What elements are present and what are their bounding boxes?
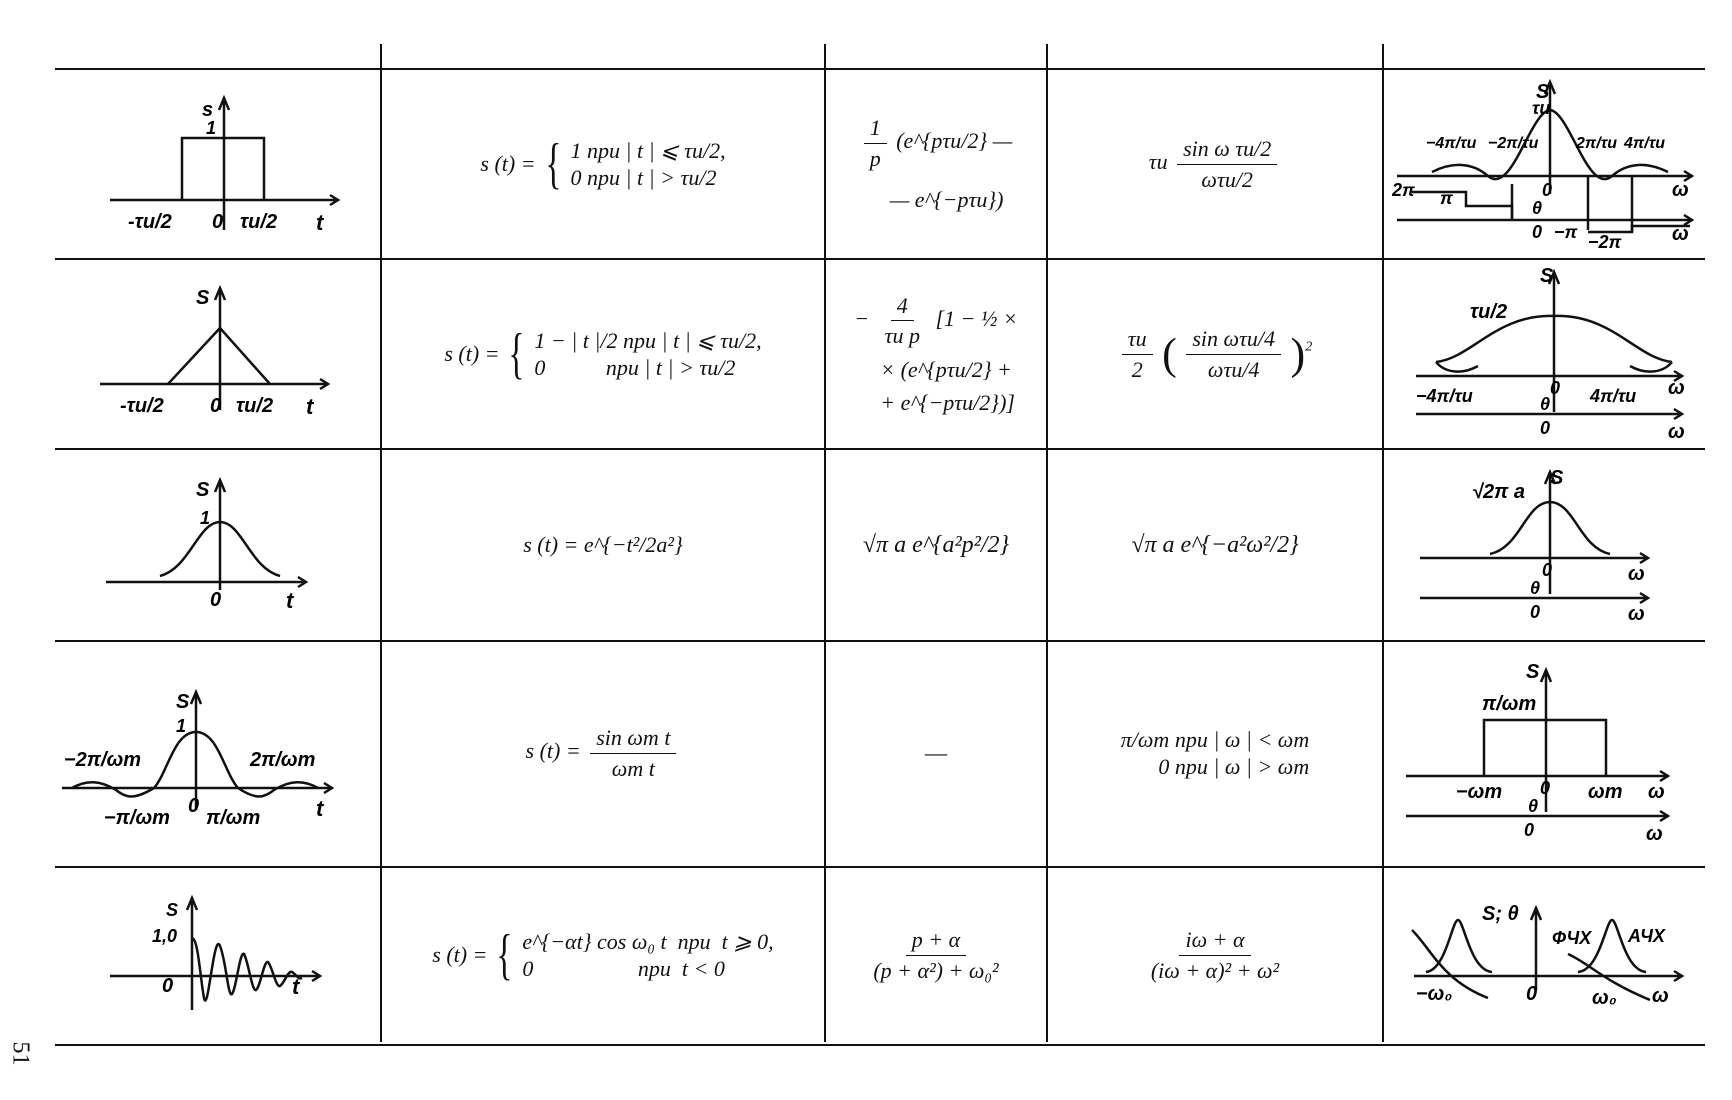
peak-label: π/ωm	[1482, 693, 1537, 715]
column-rule	[1382, 44, 1384, 1042]
laplace-5	[828, 868, 1044, 1042]
tick-label: 0	[1530, 602, 1541, 622]
formula-case: 0 при t < 0	[522, 956, 725, 981]
tick-label: ωm	[1588, 781, 1623, 803]
spectrum-gaussian	[1392, 454, 1702, 634]
tick-label: −2π/ωm	[64, 749, 142, 771]
axis-label-s: S	[1550, 467, 1564, 489]
frac-den: (p + α²) + ω₀²	[873, 957, 999, 983]
tick-label: 2π/ωm	[250, 749, 316, 771]
column-rule	[824, 44, 826, 1042]
tick-label: 0	[162, 975, 174, 997]
laplace-4	[828, 642, 1044, 864]
waveform-gaussian	[60, 460, 370, 630]
axis-label-omega: ω	[1668, 421, 1685, 442]
spectrum-triangle-pulse	[1392, 262, 1702, 442]
tick-label: ω₀	[1592, 987, 1617, 1009]
tick-label: 0	[1524, 820, 1535, 840]
axis-label-omega: ω	[1668, 377, 1685, 399]
paren: (	[1162, 329, 1177, 379]
frac-num: iω + α	[1179, 926, 1250, 956]
tick-label: 2π	[1392, 180, 1415, 200]
time-formula-3	[384, 450, 822, 640]
tick-label: 0	[1540, 418, 1551, 438]
formula-lhs: s (t) =	[525, 738, 581, 764]
axis-label-omega: ω	[1672, 223, 1689, 245]
fourier-1	[1050, 70, 1380, 258]
coef: τи	[1148, 149, 1168, 175]
waveform-damped-cosine	[80, 880, 370, 1040]
axis-label-theta: θ	[1528, 796, 1539, 816]
axis-label-s: S	[1526, 661, 1540, 683]
axis-label-omega: ω	[1672, 179, 1689, 201]
tick-label: −ω₀	[1416, 983, 1453, 1005]
frac-num: sin ωm t	[590, 724, 676, 754]
peak-label: τи/2	[1470, 301, 1508, 323]
axis-label-t: t	[286, 588, 294, 613]
laplace-2	[828, 260, 1044, 448]
fourier-5	[1050, 868, 1380, 1042]
tick-label: 0	[1542, 560, 1553, 580]
tick-label: −4π/τи	[1426, 135, 1477, 152]
time-formula-5	[384, 868, 822, 1042]
formula: —	[925, 740, 947, 766]
axis-label-s: S; θ	[1482, 903, 1519, 925]
amplitude-label: 1	[200, 508, 211, 528]
tick-label: 0	[1526, 983, 1538, 1005]
tick-label: 0	[1550, 378, 1561, 398]
formula-lhs: s (t) =	[432, 942, 488, 968]
tick-label: -τи/2	[120, 395, 164, 417]
column-rule	[1046, 44, 1048, 1042]
tick-label: −ωm	[1456, 781, 1503, 803]
formula-line: + e^{−pτи/2})]	[880, 390, 1015, 415]
axis-label-theta: θ	[1530, 578, 1541, 598]
axis-label-omega: ω	[1628, 563, 1645, 585]
spectrum-damped-cosine	[1392, 880, 1702, 1040]
spectrum-rect-pulse	[1392, 72, 1702, 252]
amplitude-label: 1	[176, 716, 187, 736]
axis-label-t: t	[306, 394, 314, 419]
frac-num: p + α	[906, 926, 966, 956]
page-number: 51	[7, 1041, 34, 1066]
tick-label: 0	[210, 589, 222, 611]
tick-label: τи/2	[240, 211, 278, 233]
time-formula-4	[384, 642, 822, 864]
formula-case: 1 − | t |/2 при | t | ⩽ τи/2,	[534, 327, 762, 353]
formula-case: 0 при | t | > τи/2	[570, 165, 717, 190]
frac-num: sin ωτи/4	[1186, 325, 1281, 355]
tick-label: π	[1440, 188, 1453, 208]
tick-label: τи/2	[236, 395, 274, 417]
frac-den: 2	[1131, 356, 1143, 382]
frac-den: ωτи/4	[1207, 356, 1260, 382]
axis-label-s: S	[196, 479, 210, 501]
tick-label: 0	[1540, 778, 1551, 798]
axis-label-s: S	[1536, 81, 1550, 103]
formula: √π a e^{−a²ω²/2}	[1131, 532, 1299, 558]
laplace-1	[828, 70, 1044, 258]
tick-label: −4π/τи	[1416, 386, 1473, 406]
formula-line: π/ωm при | ω | < ωm	[1120, 726, 1310, 752]
tick-label: −2π	[1588, 232, 1622, 252]
frac-den: (iω + α)² + ω²	[1150, 957, 1280, 983]
peak-label: τи	[1532, 98, 1551, 118]
axis-label-s: s	[202, 99, 214, 121]
axis-label-omega: ω	[1652, 985, 1669, 1007]
formula-line: (e^{pτи/2} —	[896, 128, 1013, 154]
amplitude-label: 1	[206, 118, 217, 138]
tick-label: 4π/τи	[1624, 135, 1666, 152]
axis-label-s: S	[176, 691, 190, 713]
laplace-3	[828, 450, 1044, 640]
tick-label: −2π/τи	[1488, 135, 1539, 152]
spectrum-sinc	[1392, 656, 1702, 856]
table-rule	[55, 1044, 1705, 1046]
tick-label: 2π/τи	[1576, 135, 1618, 152]
brace: {	[496, 924, 513, 986]
axis-label-s: S	[166, 900, 179, 920]
axis-label-t: t	[292, 974, 300, 999]
time-formula-1	[384, 70, 822, 258]
legend-label: ФЧХ	[1552, 928, 1592, 948]
axis-label-theta: θ	[1540, 394, 1551, 414]
axis-label-t: t	[316, 796, 324, 821]
frac-den: τи p	[884, 323, 920, 348]
formula-line: 0 при | ω | > ωm	[1158, 754, 1310, 779]
axis-label-s: S	[196, 287, 210, 309]
fourier-2	[1050, 260, 1380, 448]
waveform-triangle-pulse	[60, 270, 370, 440]
tick-label: −π/ωm	[104, 807, 170, 829]
frac-num: 4	[891, 292, 914, 322]
tick-label: -τи/2	[128, 211, 172, 233]
fourier-3	[1050, 450, 1380, 640]
paren: )	[1290, 329, 1306, 379]
tick-label: π/ωm	[206, 807, 261, 829]
amplitude-label: 1,0	[152, 926, 178, 946]
formula-line: × (e^{pτи/2} +	[880, 356, 1012, 382]
brace: {	[508, 323, 525, 385]
frac-den: p	[869, 145, 881, 171]
exponent: 2	[1305, 339, 1313, 355]
tick-label: −π	[1554, 222, 1578, 242]
peak-label: √2π a	[1472, 481, 1526, 503]
sign: −	[854, 305, 870, 331]
frac-den: ωm t	[611, 755, 655, 781]
formula-lhs: s (t) =	[480, 151, 536, 177]
tick-label: 0	[1542, 180, 1553, 200]
waveform-sinc	[60, 680, 370, 860]
fourier-4	[1050, 642, 1380, 864]
frac-num: 1	[864, 114, 887, 144]
column-rule	[380, 44, 382, 1042]
formula-line: [1 − ½ ×	[935, 305, 1018, 331]
brace: {	[544, 133, 562, 195]
formula-lhs: s (t) =	[444, 341, 500, 367]
formula-line: — e^{−pτи})	[889, 187, 1004, 213]
axis-label-omega: ω	[1648, 781, 1665, 803]
formula: s (t) = e^{−t²/2a²}	[523, 532, 683, 558]
axis-label-s: S	[1540, 265, 1554, 287]
tick-label: 0	[212, 211, 224, 233]
axis-label-t: t	[316, 210, 324, 235]
axis-label-omega: ω	[1628, 603, 1645, 625]
tick-label: 4π/τи	[1590, 386, 1637, 406]
legend-label: АЧХ	[1628, 926, 1665, 946]
frac-den: ωτи/2	[1201, 166, 1253, 192]
frac-num: sin ω τи/2	[1177, 135, 1277, 165]
formula: √π a e^{a²p²/2}	[862, 532, 1010, 558]
formula-case: 0 при | t | > τи/2	[534, 355, 736, 380]
tick-label: 0	[1532, 222, 1543, 242]
tick-label: 0	[210, 395, 222, 417]
frac-num: τи	[1122, 325, 1153, 355]
formula-case: e^{−αt} cos ω₀ t при t ⩾ 0,	[522, 928, 774, 954]
tick-label: 0	[188, 795, 200, 817]
waveform-rect-pulse	[60, 80, 370, 250]
time-formula-2	[384, 260, 822, 448]
axis-label-omega: ω	[1646, 823, 1663, 845]
axis-label-theta: θ	[1532, 198, 1543, 218]
formula-case: 1 при | t | ⩽ τи/2,	[570, 137, 726, 163]
